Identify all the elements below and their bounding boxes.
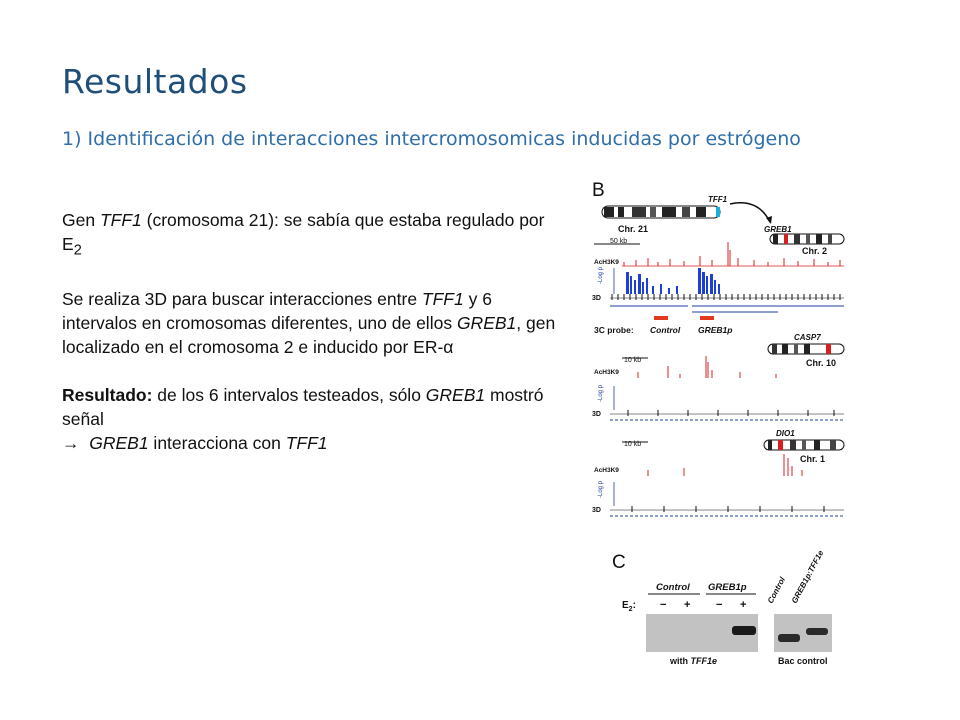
- gene-name: GREB1: [89, 432, 149, 453]
- chr1-label: Chr. 1: [800, 454, 826, 464]
- text: interacciona con: [148, 432, 286, 453]
- track-label-3d: 3D: [592, 295, 601, 302]
- paragraph-method: [62, 287, 562, 359]
- chr10-ideogram: [768, 344, 844, 354]
- text: , gen localizado en el cromosoma 2 e inducido por ER-α: [62, 312, 556, 357]
- track-label-3d: 3D: [592, 411, 601, 418]
- gel-greb1p-label: GREB1p: [708, 582, 747, 593]
- minus-1: −: [660, 599, 667, 611]
- gel-control-rotated: Control: [765, 575, 788, 605]
- bold-label: Resultado:: [62, 384, 153, 405]
- logp-label: -Log p: [598, 384, 604, 402]
- bac-control-label: Bac control: [778, 656, 828, 666]
- text: (cromosoma 21): se sabía que estaba regulado por E: [62, 210, 545, 254]
- track-label-ach3k9: AcH3K9: [594, 369, 619, 376]
- gel-band: [732, 626, 756, 635]
- with-tff1e-label: with TFF1e: [670, 656, 718, 666]
- chr21-label: Chr. 21: [618, 224, 649, 234]
- text: y 6 intervalos en cromosomas diferentes, uno de ellos: [62, 288, 492, 333]
- ach3k9-track-2: [638, 356, 776, 378]
- track-label-ach3k9: AcH3K9: [594, 259, 619, 266]
- e2-label: $E_2$:: [622, 600, 636, 613]
- chr21-ideogram: [602, 206, 720, 218]
- gene-name: TFF1: [285, 432, 328, 453]
- panel-b-label: B: [592, 180, 605, 201]
- gel-band: [806, 628, 828, 635]
- gel-band: [778, 634, 800, 642]
- casp7-label: CASP7: [794, 333, 821, 342]
- probe-bar-control: [654, 316, 668, 320]
- gel-control-label: Control: [656, 582, 690, 593]
- paragraph-result: [62, 383, 562, 431]
- ach3k9-track-3: [648, 454, 802, 476]
- minus-2: −: [716, 599, 723, 611]
- gene-name: TFF1: [421, 288, 464, 309]
- text: Se realiza 3D para buscar interacciones entre: [62, 288, 422, 309]
- text: de los 6 intervalos testeados, sólo: [152, 384, 426, 405]
- 3d-track-2: [610, 410, 844, 416]
- gene-name: GREB1: [456, 312, 517, 333]
- gene-name: GREB1: [425, 384, 486, 405]
- logp-label: -Log p: [598, 266, 604, 284]
- dio1-label: DIO1: [776, 429, 795, 438]
- chr2-label: Chr. 2: [802, 246, 828, 256]
- tff1-label: TFF1: [708, 195, 728, 204]
- scale-10kb: 10 kb: [624, 441, 642, 448]
- probe-control: Control: [650, 325, 681, 335]
- track-label-ach3k9: AcH3K9: [594, 467, 619, 474]
- text: mostró señal: [62, 384, 544, 429]
- scale-50kb: 50 kb: [610, 238, 628, 245]
- plus-1: +: [684, 599, 691, 611]
- track-label-3d: 3D: [592, 507, 601, 514]
- chr1-ideogram: [764, 440, 844, 450]
- scale-10kb: 10 kb: [624, 357, 642, 364]
- chr10-label: Chr. 10: [806, 358, 837, 368]
- plus-2: +: [740, 599, 747, 611]
- subscript: 2: [73, 242, 82, 259]
- slide-title: Resultados: [62, 62, 248, 101]
- body-text: [62, 208, 562, 455]
- chr2-ideogram: [770, 234, 844, 244]
- greb1-label: GREB1: [764, 225, 792, 234]
- logp-label: -Log p: [598, 480, 604, 498]
- text: Gen: [62, 210, 100, 230]
- gene-name: TFF1: [99, 210, 142, 230]
- paragraph-gene-tff1: [62, 208, 562, 263]
- logp-track-1: [626, 268, 720, 294]
- arrow-icon: →: [62, 432, 80, 453]
- probe-greb1p: GREB1p: [698, 325, 733, 335]
- probe-label: 3C probe:: [594, 325, 634, 335]
- 3d-track-3: [610, 506, 844, 512]
- gel-greb1p-tff1e: GREB1p:TFF1e: [789, 548, 826, 605]
- interaction-arrow: [730, 203, 770, 222]
- figure-panel: [588, 176, 850, 668]
- panel-c-label: C: [612, 552, 626, 573]
- paragraph-conclusion: [62, 431, 562, 455]
- 3d-track-1: [610, 294, 844, 300]
- slide-subtitle: 1) Identificación de interacciones intercromosomicas inducidas por estrógeno: [62, 128, 801, 150]
- probe-bar-greb1p: [700, 316, 714, 320]
